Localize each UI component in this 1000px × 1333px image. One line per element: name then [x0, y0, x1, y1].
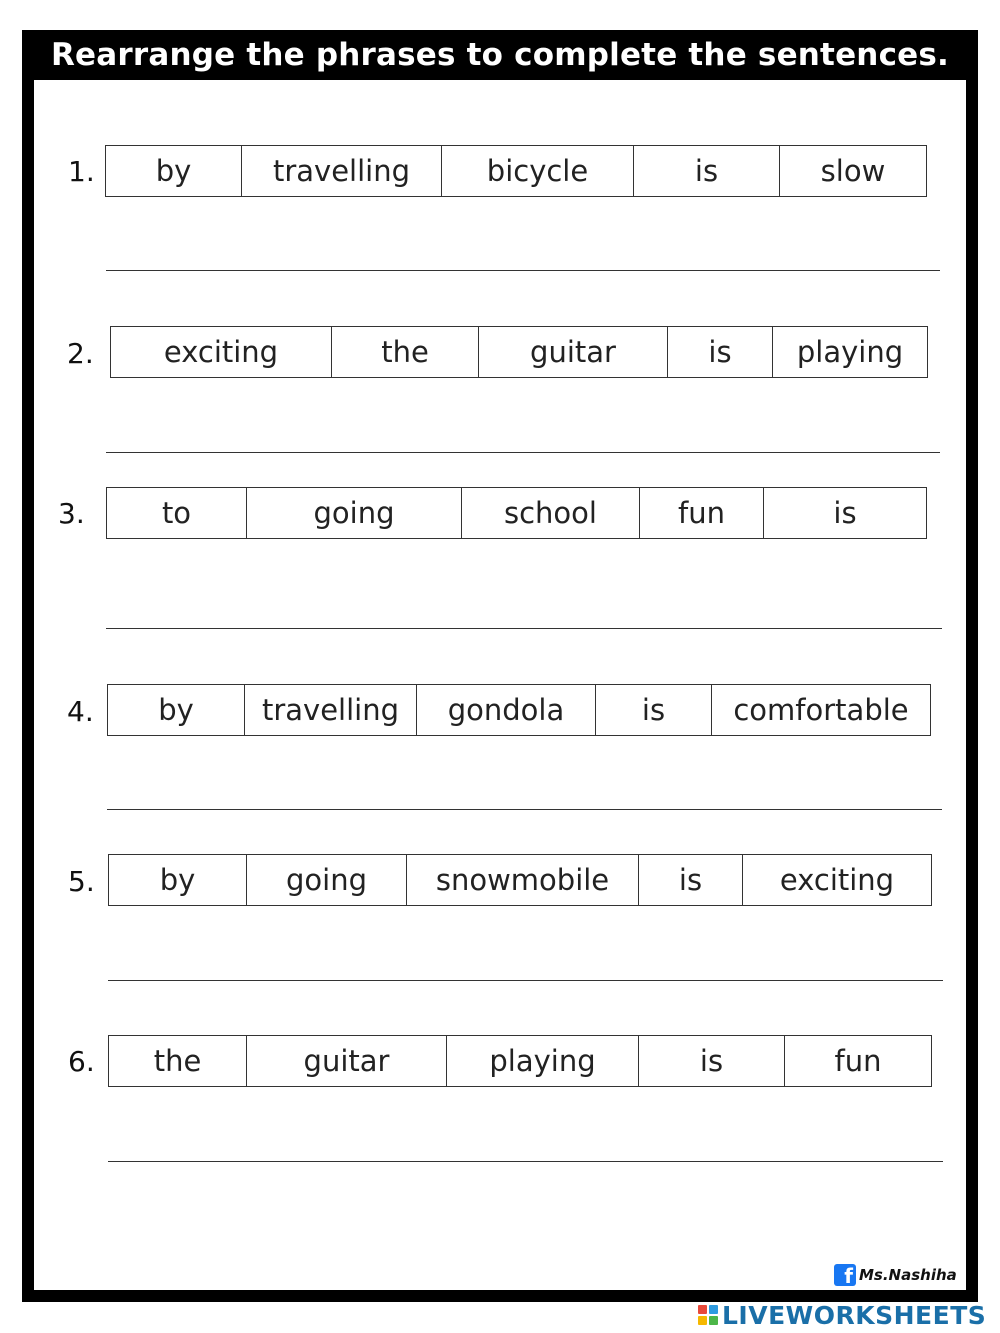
answer-line[interactable] — [108, 980, 943, 981]
word-tile[interactable]: exciting — [779, 863, 895, 897]
word-tile[interactable]: gondola — [417, 685, 596, 735]
worksheet-frame — [22, 30, 978, 1302]
word-tile[interactable]: to — [107, 488, 247, 538]
word-tile[interactable]: by — [109, 855, 247, 905]
word-tile[interactable]: is — [634, 146, 780, 196]
answer-line[interactable] — [106, 270, 940, 271]
question-number: 1. — [68, 155, 95, 188]
answer-line[interactable] — [106, 452, 940, 453]
word-tile[interactable]: the — [109, 1036, 247, 1086]
word-tile[interactable]: going — [247, 855, 407, 905]
word-box-row — [107, 684, 931, 736]
word-tile[interactable]: is — [639, 855, 743, 905]
word-box-row — [108, 1035, 932, 1087]
question-number: 6. — [68, 1045, 95, 1078]
answer-line[interactable] — [106, 628, 942, 629]
liveworksheets-wordmark: LIVEWORKSHEETS — [722, 1300, 987, 1330]
word-tile[interactable]: the — [332, 327, 479, 377]
word-tile[interactable]: travelling — [245, 685, 417, 735]
word-tile[interactable]: comfortable — [733, 693, 909, 727]
word-tile[interactable]: fun — [640, 488, 764, 538]
word-box-row — [108, 854, 932, 906]
liveworksheets-logo-icon — [698, 1305, 718, 1325]
word-tile[interactable]: by — [108, 685, 245, 735]
word-tile[interactable]: is — [833, 496, 857, 530]
word-tile[interactable]: slow — [820, 154, 886, 188]
word-box-row — [110, 326, 928, 378]
word-tile[interactable]: bicycle — [442, 146, 634, 196]
word-tile[interactable]: travelling — [242, 146, 442, 196]
author-name: Ms.Nashiha — [859, 1266, 957, 1284]
question-number: 3. — [58, 497, 85, 530]
word-tile[interactable]: snowmobile — [407, 855, 639, 905]
word-tile[interactable]: fun — [834, 1044, 882, 1078]
question-number: 5. — [68, 865, 95, 898]
word-box-row — [106, 487, 927, 539]
word-tile[interactable]: exciting — [111, 327, 332, 377]
facebook-icon: f — [834, 1264, 856, 1286]
word-tile[interactable]: is — [596, 685, 712, 735]
word-tile[interactable]: is — [639, 1036, 785, 1086]
word-tile[interactable]: guitar — [247, 1036, 447, 1086]
word-tile[interactable]: is — [668, 327, 773, 377]
word-tile[interactable]: guitar — [479, 327, 668, 377]
author-credit — [834, 1262, 957, 1288]
word-tile[interactable]: school — [462, 488, 640, 538]
word-tile[interactable]: by — [106, 146, 242, 196]
answer-line[interactable] — [107, 809, 942, 810]
answer-line[interactable] — [108, 1161, 943, 1162]
word-tile[interactable]: playing — [796, 335, 904, 369]
question-number: 2. — [67, 337, 94, 370]
worksheet-title: Rearrange the phrases to complete the sentences. — [50, 37, 950, 73]
word-tile[interactable]: going — [247, 488, 462, 538]
question-number: 4. — [67, 695, 94, 728]
word-box-row — [105, 145, 927, 197]
word-tile[interactable]: playing — [447, 1036, 639, 1086]
liveworksheets-brand — [698, 1300, 986, 1330]
